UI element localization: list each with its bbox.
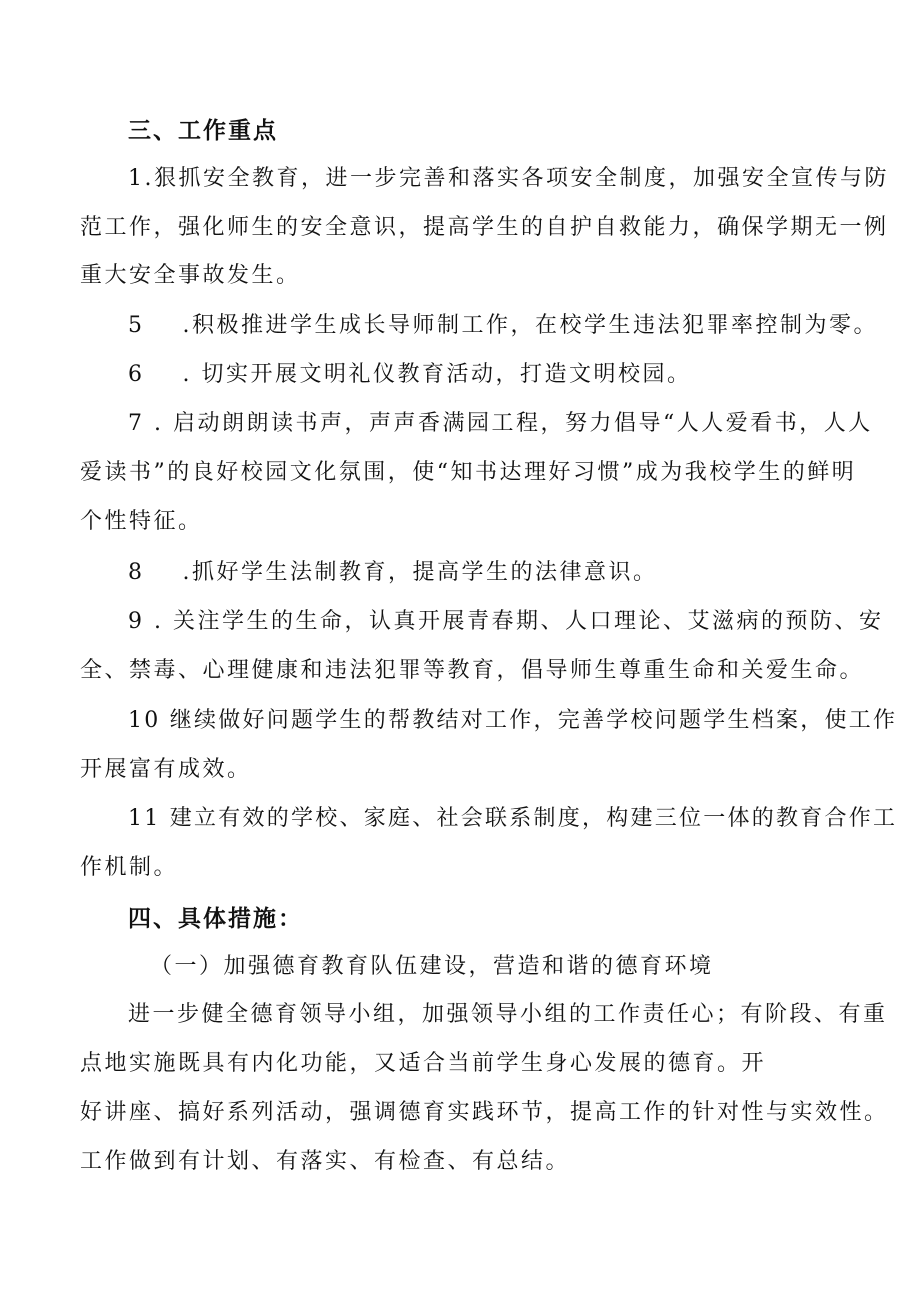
measures-para-line-2: 点地实施既具有内化功能，又适合当前学生身心发展的德育。开 <box>80 1051 767 1076</box>
item-11-line-2: 作机制。 <box>80 855 179 880</box>
item-7-line-3: 个性特征。 <box>80 509 203 534</box>
item-6 <box>128 360 692 390</box>
item-8 <box>128 558 658 588</box>
item-9-line-2: 全、禁毒、心理健康和违法犯罪等教育，倡导师生尊重生命和关爱生命。 <box>80 658 865 683</box>
item-1-line-1: 1.狠抓安全教育，进一步完善和落实各项安全制度，加强安全宣传与防 <box>128 166 889 191</box>
item-6-text: . 切实开展文明礼仪教育活动，打造文明校园。 <box>182 362 692 387</box>
item-10-line-1: 10 继续做好问题学生的帮教结对工作，完善学校问题学生档案，使工作 <box>128 708 898 733</box>
item-5 <box>128 311 878 341</box>
item-8-text: .抓好学生法制教育，提高学生的法律意识。 <box>182 560 658 585</box>
item-7-line-1: 7 . 启动朗朗读书声，声声香满园工程，努力倡导“人人爱看书，人人 <box>128 411 873 436</box>
measures-para-line-3: 好讲座、搞好系列活动，强调德育实践环节，提高工作的针对性与实效性。 <box>80 1100 889 1125</box>
item-6-number: 6 <box>128 362 145 387</box>
item-8-number: 8 <box>128 560 145 585</box>
item-5-text: .积极推进学生成长导师制工作，在校学生违法犯罪率控制为零。 <box>182 313 878 338</box>
item-11-line-1: 11 建立有效的学校、家庭、社会联系制度，构建三位一体的教育合作工 <box>128 806 898 831</box>
item-10-line-2: 开展富有成效。 <box>80 757 252 782</box>
section-4-heading: 四、具体措施： <box>128 905 303 932</box>
item-7-line-2: 爱读书”的良好校园文化氛围，使“知书达理好习惯”成为我校学生的鲜明 <box>80 460 857 485</box>
subsection-1-heading: （一）加强德育教育队伍建设，营造和谐的德育环境 <box>150 954 714 979</box>
measures-para-line-4: 工作做到有计划、有落实、有检查、有总结。 <box>80 1149 571 1174</box>
item-9-line-1: 9 . 关注学生的生命，认真开展青春期、人口理论、艾滋病的预防、安 <box>128 609 884 634</box>
item-1-line-3: 重大安全事故发生。 <box>80 263 301 288</box>
item-5-number: 5 <box>128 313 145 338</box>
measures-para-line-1: 进一步健全德育领导小组，加强领导小组的工作责任心；有阶段、有重 <box>128 1002 888 1027</box>
item-1-line-2: 范工作，强化师生的安全意识，提高学生的自护自救能力，确保学期无一例 <box>80 215 889 240</box>
section-3-heading: 三、工作重点 <box>128 117 278 144</box>
